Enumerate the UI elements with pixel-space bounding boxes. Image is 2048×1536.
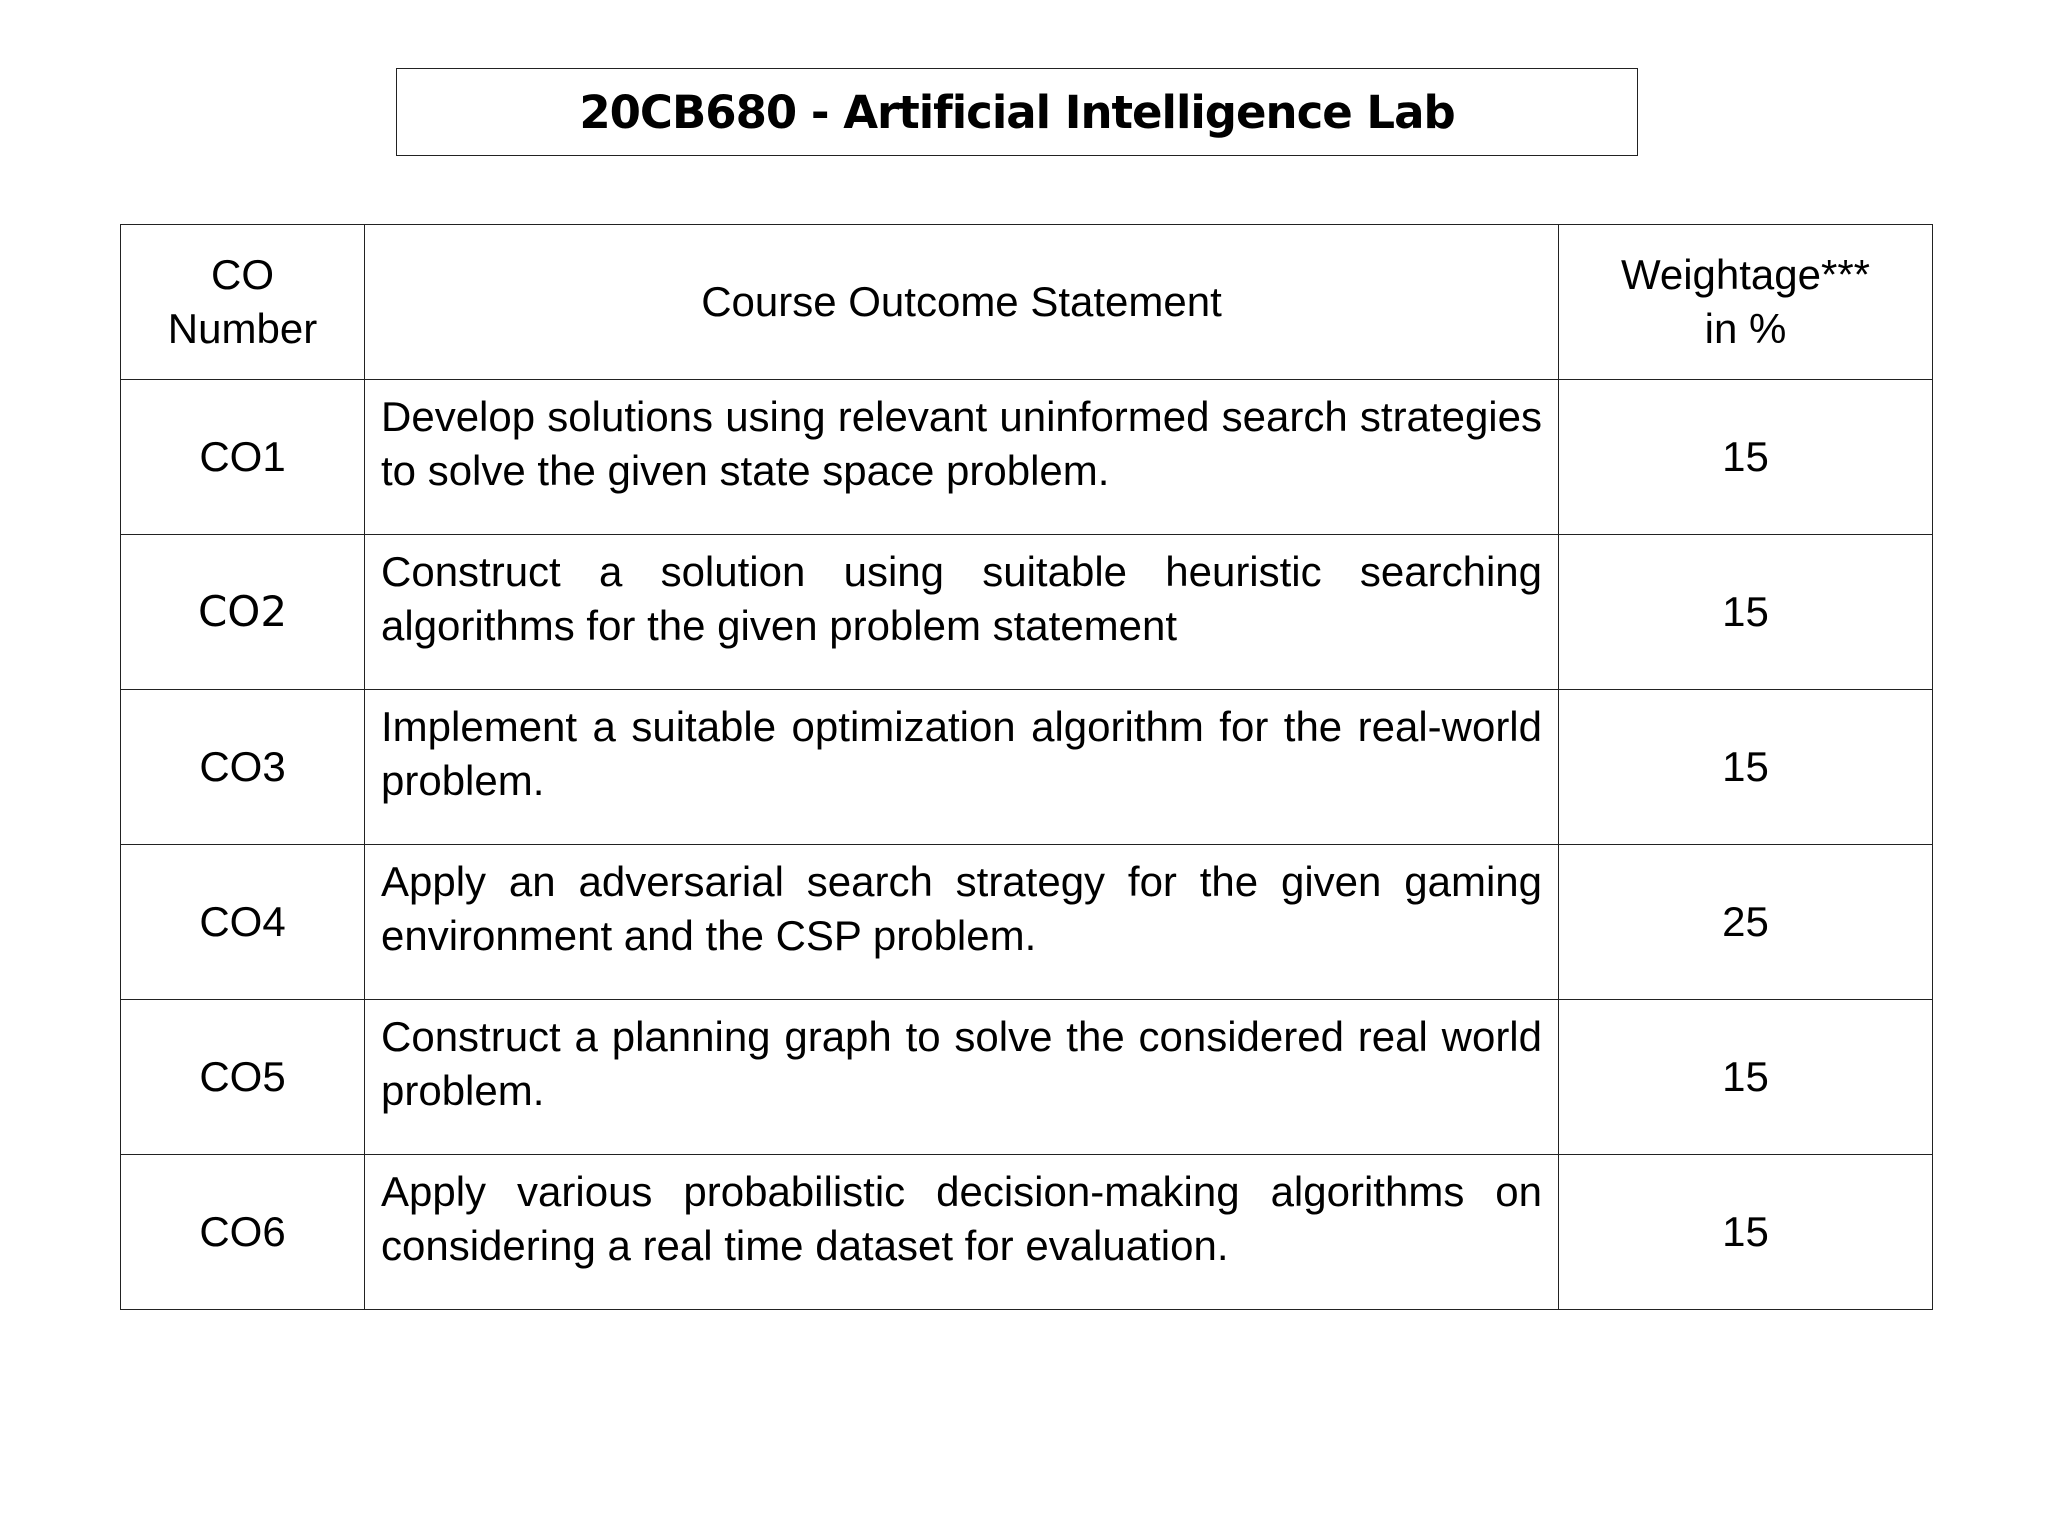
course-outcome-table <box>120 224 1933 1310</box>
co-number-cell: CO2 <box>121 535 365 690</box>
statement-cell: Implement a suitable optimization algorithm for the real-world problem. <box>365 690 1559 845</box>
statement-cell: Construct a solution using suitable heuristic searching algorithms for the given problem statement <box>365 535 1559 690</box>
co-number-cell: CO5 <box>121 1000 365 1155</box>
table-row <box>121 845 1933 1000</box>
header-statement: Course Outcome Statement <box>365 225 1559 380</box>
statement-cell: Apply various probabilistic decision-making algorithms on considering a real time dataset for evaluation. <box>365 1155 1559 1310</box>
table-row <box>121 690 1933 845</box>
weightage-cell: 25 <box>1559 845 1933 1000</box>
co-number-cell: CO3 <box>121 690 365 845</box>
weightage-cell: 15 <box>1559 1155 1933 1310</box>
table-row <box>121 1155 1933 1310</box>
title-box <box>396 68 1638 156</box>
statement-cell: Construct a planning graph to solve the considered real world problem. <box>365 1000 1559 1155</box>
weightage-cell: 15 <box>1559 690 1933 845</box>
table-row <box>121 1000 1933 1155</box>
table-header-row <box>121 225 1933 380</box>
co-number-cell: CO4 <box>121 845 365 1000</box>
weightage-cell: 15 <box>1559 535 1933 690</box>
header-weightage: Weightage*** in % <box>1559 225 1933 380</box>
weightage-cell: 15 <box>1559 1000 1933 1155</box>
table-row <box>121 380 1933 535</box>
header-co-number: CO Number <box>121 225 365 380</box>
weightage-cell: 15 <box>1559 380 1933 535</box>
statement-cell: Develop solutions using relevant uninformed search strategies to solve the given state space problem. <box>365 380 1559 535</box>
statement-cell: Apply an adversarial search strategy for the given gaming environment and the CSP problem. <box>365 845 1559 1000</box>
co-number-cell: CO1 <box>121 380 365 535</box>
table-row <box>121 535 1933 690</box>
co-number-cell: CO6 <box>121 1155 365 1310</box>
page-title: 20CB680 - Artificial Intelligence Lab <box>579 85 1455 139</box>
